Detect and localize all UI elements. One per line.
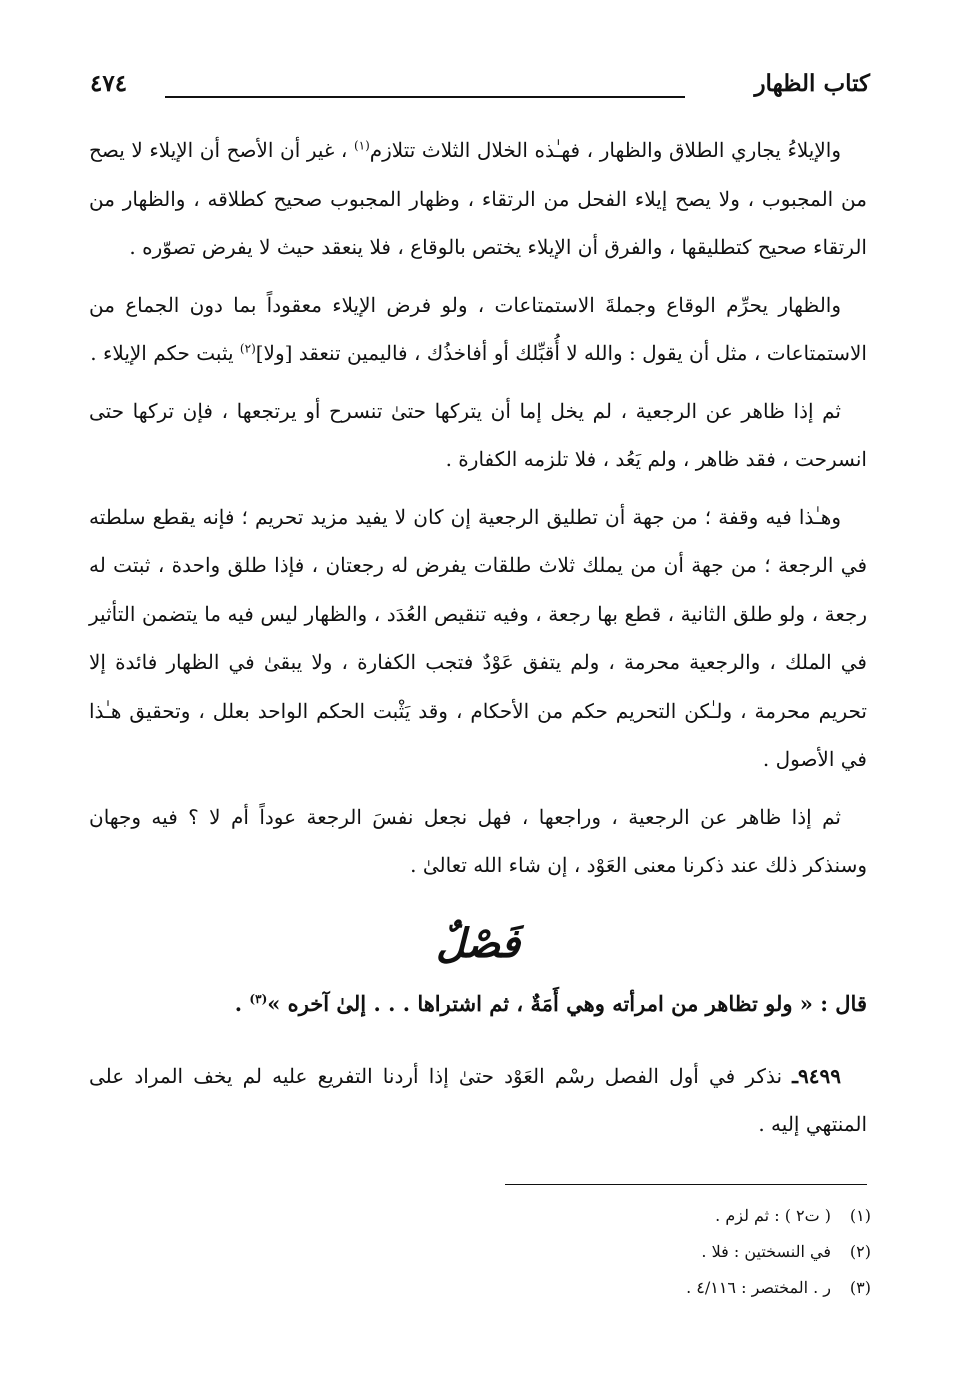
paragraph [89, 387, 867, 484]
paragraph [89, 126, 867, 272]
running-header [90, 62, 870, 108]
paragraph-text: وهـٰذا فيه وقفة ؛ من جهة أن تطليق الرجعية إن كان لا يفيد مزيد تحريم ؛ فإنه يقطع سلطته في الرجعة ؛ من جهة أن من يملك ثلاث طلقات يفرض له رجعتان ، فإذا طلق واحدة ، ثبتت له رجعة ، ولو طلق الثانية ، قطع بها رجعة ، وفيه تنقيص العُدَد ، والظهار ليس فيه ما يتضمن التأثير في الملك ، والرجعية محرمة ، ولم يتفق عَوْدٌ فتجب الكفارة ، ولا يبقىٰ في الظهار فائدة إلا تحريم محرمة ، ولـٰكن التحريم حكم من الأحكام ، وقد يَثْبت الحكم الواحد بعلل ، وتحقيق هـٰذا في الأصول . [89, 504, 867, 771]
paragraph-text: والإيلاءُ يجاري الطلاق والظهار ، فهـٰذه الخلال الثلاث تتلازم [369, 138, 841, 162]
paragraph [89, 493, 867, 784]
footnote [371, 1198, 871, 1234]
chapter-title: كتاب الظهار [754, 70, 870, 97]
footnote-ref: (٢) [239, 341, 256, 356]
paragraph [89, 793, 867, 890]
footnote [371, 1270, 871, 1306]
footnote [371, 1234, 871, 1270]
footnote-separator [505, 1184, 867, 1185]
paragraph-text: ثم إذا ظاهر عن الرجعية ، وراجعها ، فهل نجعل نفسَ الرجعة عوداً أم لا ؟ فيه وجهان وسنذكر ذلك عند ذكرنا معنى العَوْد ، إن شاء الله تعالىٰ . [89, 804, 867, 877]
footnote-text: ر . المختصر : ٤/١١٦ . [686, 1278, 831, 1297]
numbered-paragraph [89, 1052, 867, 1149]
footnote-ref: (٣) [249, 991, 268, 1006]
footnote-number: (٣) [849, 1278, 871, 1297]
main-text [89, 126, 867, 1158]
footnote-text: ( ت٢ ) : ثم لزم . [715, 1206, 831, 1225]
issue-number: ٩٤٩٩ـ [792, 1063, 841, 1088]
footnote-ref: (١) [353, 138, 370, 153]
paragraph-text: والظهار يحرِّم الوقاع وجملةَ الاستمتاعات ، ولو فرض الإيلاء معقوداً بما دون الجماع من الاستمتاعات ، مثل أن يقول : والله لا أُقبِّلك أو أفاخذُك ، فاليمين تنعقد [ولا] [89, 292, 867, 365]
section-quote [89, 982, 867, 1026]
page-number: ٤٧٤ [90, 70, 128, 97]
quote-end: . [234, 990, 250, 1016]
paragraph-text: ثم إذا ظاهر عن الرجعية ، لم يخل إما أن يتركها حتىٰ تنسرح أو يرتجعها ، فإن تركها حتى انسرحت ، فقد ظاهر ، ولم يَعُد ، فلا تلزمه الكفارة . [89, 398, 867, 471]
paragraph [89, 281, 867, 378]
paragraph-text: ، غير أن الأصح أن الإيلاء لا يصح من المجبوب ، ولا يصح إيلاء الفحل من الرتقاء ، وظهار المجبوب صحيح كطلاقه ، والظهار من الرتقاء صحيح كتطليقها ، والفرق أن الإيلاء يختص بالوقاع ، فلا ينعقد حيث لا يفرض تصوّره . [89, 138, 867, 259]
footnote-number: (١) [849, 1206, 871, 1225]
footnote-number: (٢) [849, 1242, 871, 1261]
section-heading: فَصْلٌ [435, 919, 521, 967]
footnotes [371, 1198, 871, 1306]
header-rule [165, 96, 685, 98]
quote-text: قال : « ولو تظاهر من امرأته وهي أَمَةٌ ، ثم اشتراها . . . إلىٰ آخره » [267, 990, 867, 1016]
paragraph-text: نذكر في أول الفصل رسْم العَوْد حتىٰ إذا أردنا التفريع عليه لم يخف المراد على المنتهي إليه . [89, 1063, 867, 1136]
paragraph-text: يثبت حكم الإيلاء . [90, 341, 240, 365]
footnote-text: في النسختين : فلا . [701, 1242, 831, 1261]
